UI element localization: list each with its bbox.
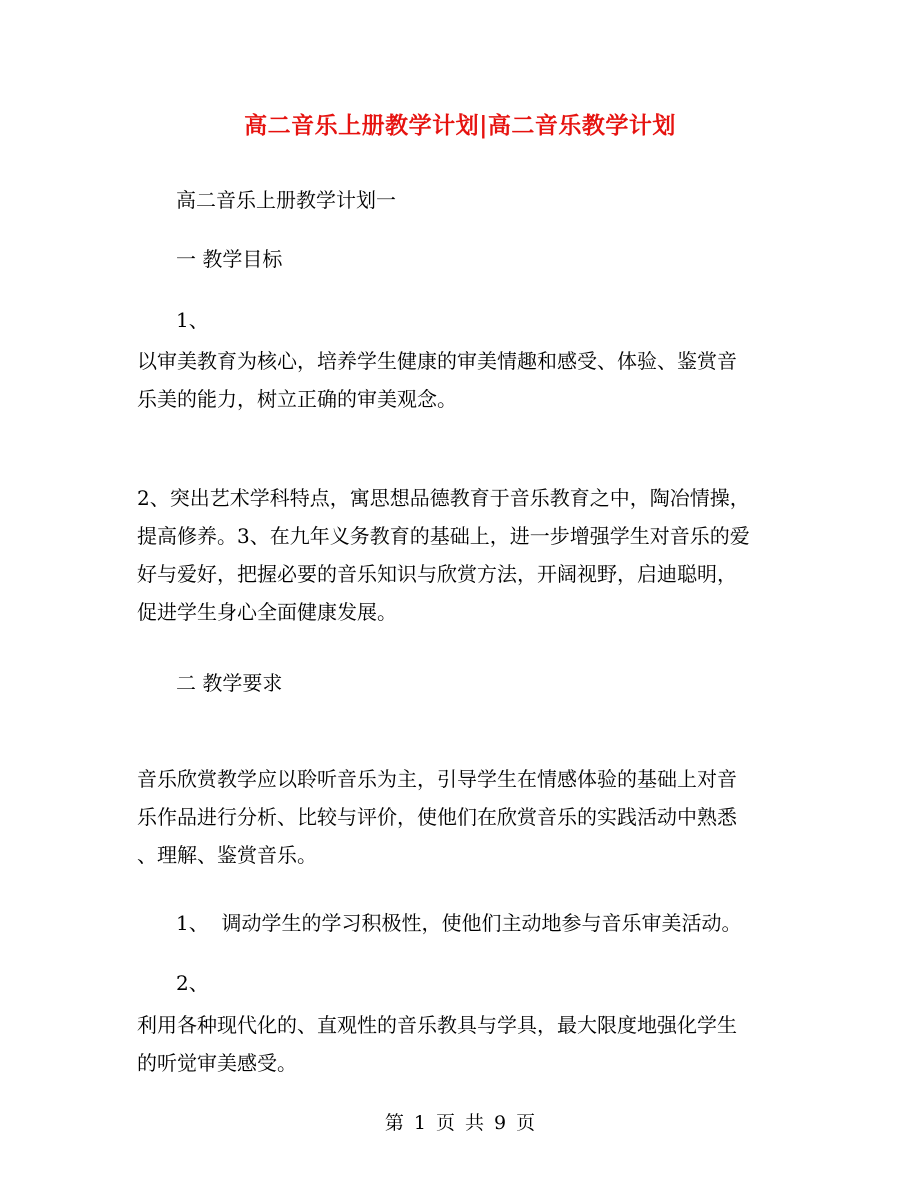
document-title: 高二音乐上册教学计划|高二音乐教学计划 — [244, 112, 676, 139]
page-footer: 第 1 页 共 9 页 — [384, 1112, 536, 1134]
paragraph-req2 — [137, 1006, 783, 1082]
paragraph-line: 的听觉审美感受。 — [137, 1051, 297, 1075]
item-number-1: 1、 — [176, 308, 209, 332]
paragraph-line: 促进学生身心全面健康发展。 — [137, 600, 397, 624]
paragraph-line: 、理解、鉴赏音乐。 — [137, 843, 317, 867]
paragraph-line: 乐作品进行分析、比较与评价，使他们在欣赏音乐的实践活动中熟悉 — [137, 805, 737, 829]
paragraph-line: 音乐欣赏教学应以聆听音乐为主，引导学生在情感体验的基础上对音 — [137, 767, 737, 791]
document-subtitle: 高二音乐上册教学计划一 — [176, 188, 396, 212]
section-heading-goals: 一 教学目标 — [176, 247, 283, 271]
paragraph-line: 乐美的能力，树立正确的审美观念。 — [137, 387, 457, 411]
paragraph-line: 提高修养。3、在九年义务教育的基础上，进一步增强学生对音乐的爱 — [137, 524, 750, 548]
paragraph-listening — [137, 760, 783, 874]
paragraph-line: 利用各种现代化的、直观性的音乐教具与学具，最大限度地强化学生 — [137, 1013, 737, 1037]
paragraph-line: 以审美教育为核心，培养学生健康的审美情趣和感受、体验、鉴赏音 — [137, 349, 737, 373]
paragraph-item1 — [137, 342, 783, 418]
item-number-2: 2、 — [176, 971, 209, 995]
requirement-item-1: 1、 调动学生的学习积极性，使他们主动地参与音乐审美活动。 — [176, 911, 742, 935]
paragraph-line: 2、突出艺术学科特点，寓思想品德教育于音乐教育之中，陶冶情操， — [137, 486, 750, 510]
section-heading-requirements: 二 教学要求 — [176, 671, 283, 695]
paragraph-line: 好与爱好，把握必要的音乐知识与欣赏方法，开阔视野，启迪聪明， — [137, 562, 737, 586]
paragraph-item2-3 — [137, 479, 783, 631]
